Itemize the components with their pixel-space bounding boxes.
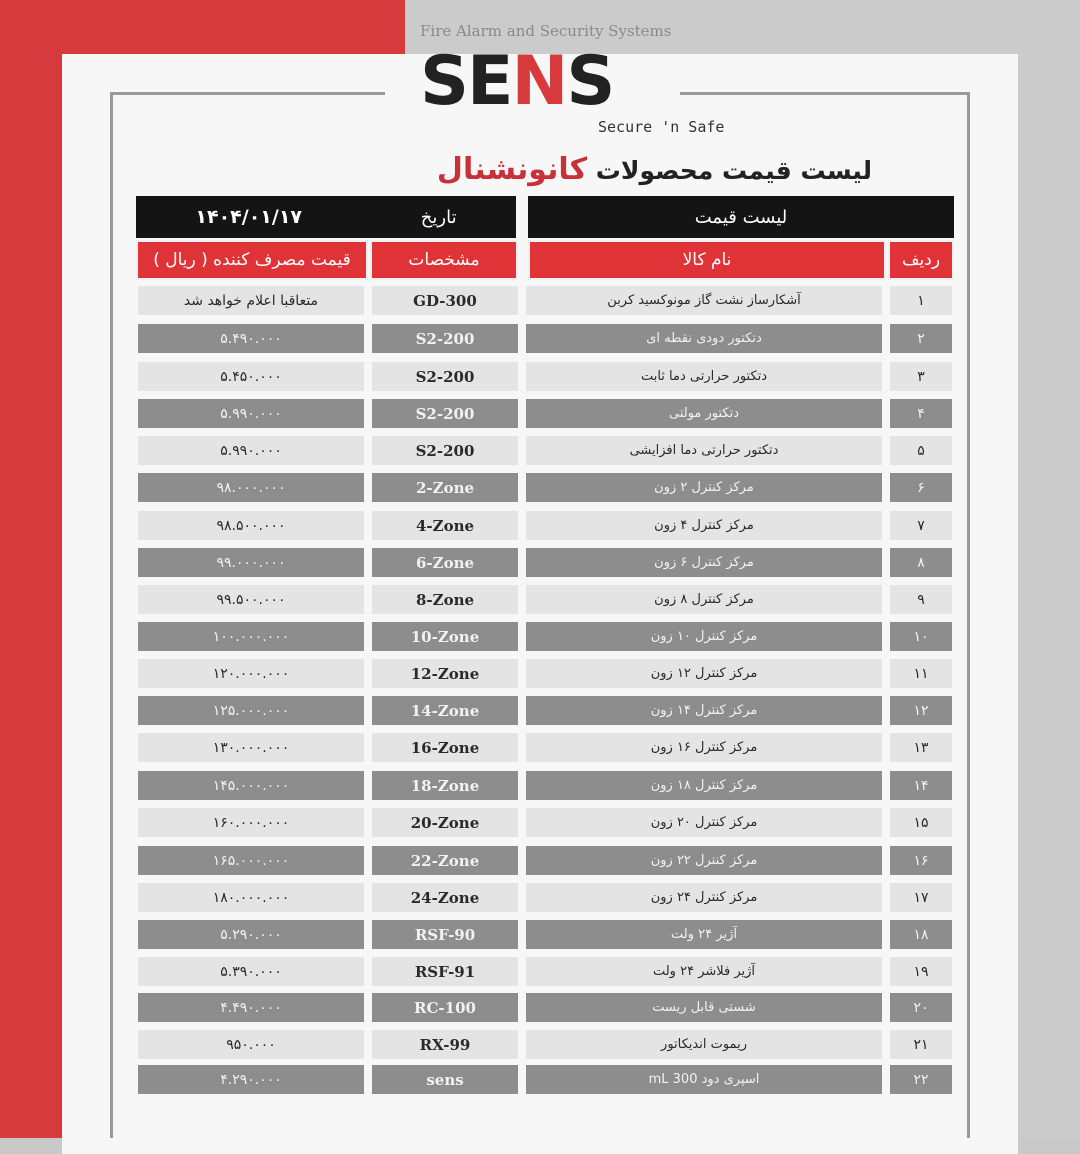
row-number-cell: ۲ (890, 324, 952, 353)
product-name-cell: مرکز کنترل ۱۰ زون (526, 622, 882, 651)
column-header-price: قیمت مصرف کننده ( ریال ) (136, 240, 368, 280)
price-cell: ۹۹.۵۰۰.۰۰۰ (138, 585, 364, 614)
price-cell: ۵.۳۹۰.۰۰۰ (138, 957, 364, 986)
logo-part: SE (420, 42, 512, 121)
spec-cell: 24-Zone (372, 883, 518, 912)
frame-line (967, 92, 970, 1138)
product-name-cell: مرکز کنترل ۱۸ زون (526, 771, 882, 800)
price-cell: ۹۸.۵۰۰.۰۰۰ (138, 511, 364, 540)
product-name-cell: مرکز کنترل ۸ زون (526, 585, 882, 614)
row-number-cell: ۱۷ (890, 883, 952, 912)
title-emphasis: کانونشنال (436, 152, 588, 187)
frame-line (110, 92, 385, 95)
price-cell: ۱۳۰.۰۰۰.۰۰۰ (138, 733, 364, 762)
row-number-cell: ۱۰ (890, 622, 952, 651)
product-name-cell: مرکز کنترل ۱۶ زون (526, 733, 882, 762)
product-name-cell: شستی قابل ریست (526, 993, 882, 1022)
spec-cell: 2-Zone (372, 473, 518, 502)
document-title (437, 152, 872, 187)
price-cell: ۴.۲۹۰.۰۰۰ (138, 1065, 364, 1094)
price-cell: ۵.۲۹۰.۰۰۰ (138, 920, 364, 949)
row-number-cell: ۲۲ (890, 1065, 952, 1094)
price-list-bar (528, 196, 954, 238)
spec-cell: GD-300 (372, 286, 518, 315)
spec-cell: 4-Zone (372, 511, 518, 540)
brand-logo (420, 42, 614, 121)
spec-cell: RX-99 (372, 1030, 518, 1059)
title-prefix: لیست قیمت محصولات (587, 156, 872, 185)
price-cell: ۱۶۰.۰۰۰.۰۰۰ (138, 808, 364, 837)
price-cell: ۹۸.۰۰۰.۰۰۰ (138, 473, 364, 502)
row-number-cell: ۷ (890, 511, 952, 540)
row-number-cell: ۲۰ (890, 993, 952, 1022)
product-name-cell: دتکتور مولتی (526, 399, 882, 428)
product-name-cell: ریموت اندیکاتور (526, 1030, 882, 1059)
row-number-cell: ۱۴ (890, 771, 952, 800)
frame-line (110, 92, 113, 1138)
price-cell: ۱۶۵.۰۰۰.۰۰۰ (138, 846, 364, 875)
product-name-cell: مرکز کنترل ۶ زون (526, 548, 882, 577)
price-cell: ۵.۴۵۰.۰۰۰ (138, 362, 364, 391)
row-number-cell: ۸ (890, 548, 952, 577)
column-header-name: نام کالا (528, 240, 886, 280)
spec-cell: 6-Zone (372, 548, 518, 577)
row-number-cell: ۲۱ (890, 1030, 952, 1059)
price-cell: ۵.۴۹۰.۰۰۰ (138, 324, 364, 353)
spec-cell: RSF-90 (372, 920, 518, 949)
spec-cell: sens (372, 1065, 518, 1094)
product-name-cell: آژیر ۲۴ ولت (526, 920, 882, 949)
spec-cell: 14-Zone (372, 696, 518, 725)
spec-cell: S2-200 (372, 324, 518, 353)
price-cell: ۱۰۰.۰۰۰.۰۰۰ (138, 622, 364, 651)
row-number-cell: ۱ (890, 286, 952, 315)
spec-cell: RC-100 (372, 993, 518, 1022)
spec-cell: S2-200 (372, 362, 518, 391)
spec-cell: RSF-91 (372, 957, 518, 986)
spec-cell: 16-Zone (372, 733, 518, 762)
spec-cell: 8-Zone (372, 585, 518, 614)
spec-cell: 22-Zone (372, 846, 518, 875)
date-label: تاریخ (420, 206, 457, 228)
product-name-cell: دتکتور حرارتی دما ثابت (526, 362, 882, 391)
row-number-cell: ۱۲ (890, 696, 952, 725)
row-number-cell: ۴ (890, 399, 952, 428)
date-value: ۱۴۰۴/۰۱/۱۷ (195, 206, 303, 228)
product-name-cell: دتکتور حرارتی دما افزایشی (526, 436, 882, 465)
row-number-cell: ۱۱ (890, 659, 952, 688)
product-name-cell: آژیر فلاشر ۲۴ ولت (526, 957, 882, 986)
price-cell: ۱۴۵.۰۰۰.۰۰۰ (138, 771, 364, 800)
column-header-spec: مشخصات (370, 240, 518, 280)
product-name-cell: مرکز کنترل ۲۴ زون (526, 883, 882, 912)
row-number-cell: ۱۶ (890, 846, 952, 875)
price-cell: متعاقبا اعلام خواهد شد (138, 286, 364, 315)
row-number-cell: ۱۳ (890, 733, 952, 762)
row-number-cell: ۳ (890, 362, 952, 391)
logo-part: S (566, 42, 614, 121)
product-name-cell: مرکز کنترل ۲۲ زون (526, 846, 882, 875)
row-number-cell: ۶ (890, 473, 952, 502)
price-cell: ۹۵۰.۰۰۰ (138, 1030, 364, 1059)
price-cell: ۵.۹۹۰.۰۰۰ (138, 436, 364, 465)
product-name-cell: مرکز کنترل ۱۲ زون (526, 659, 882, 688)
column-header-row-number: ردیف (888, 240, 954, 280)
row-number-cell: ۱۸ (890, 920, 952, 949)
logo-subtitle: Secure 'n Safe (598, 118, 725, 136)
price-cell: ۱۲۰.۰۰۰.۰۰۰ (138, 659, 364, 688)
spec-cell: 10-Zone (372, 622, 518, 651)
spec-cell: S2-200 (372, 436, 518, 465)
date-bar (136, 196, 516, 238)
row-number-cell: ۵ (890, 436, 952, 465)
spec-cell: 18-Zone (372, 771, 518, 800)
logo-part: N (511, 42, 567, 121)
frame-line (680, 92, 970, 95)
product-name-cell: مرکز کنترل ۱۴ زون (526, 696, 882, 725)
row-number-cell: ۱۵ (890, 808, 952, 837)
row-number-cell: ۱۹ (890, 957, 952, 986)
product-name-cell: مرکز کنترل ۴ زون (526, 511, 882, 540)
spec-cell: S2-200 (372, 399, 518, 428)
product-name-cell: آشکارساز نشت گاز مونوکسید کربن (526, 286, 882, 315)
spec-cell: 12-Zone (372, 659, 518, 688)
price-cell: ۱۲۵.۰۰۰.۰۰۰ (138, 696, 364, 725)
product-name-cell: دتکتور دودی نقطه ای (526, 324, 882, 353)
row-number-cell: ۹ (890, 585, 952, 614)
product-name-cell: مرکز کنترل ۲ زون (526, 473, 882, 502)
price-cell: ۵.۹۹۰.۰۰۰ (138, 399, 364, 428)
spec-cell: 20-Zone (372, 808, 518, 837)
product-name-cell: اسپری دود 300 mL (526, 1065, 882, 1094)
tagline: Fire Alarm and Security Systems (420, 22, 672, 40)
product-name-cell: مرکز کنترل ۲۰ زون (526, 808, 882, 837)
price-cell: ۱۸۰.۰۰۰.۰۰۰ (138, 883, 364, 912)
price-list-label: لیست قیمت (694, 206, 788, 228)
price-cell: ۹۹.۰۰۰.۰۰۰ (138, 548, 364, 577)
price-cell: ۴.۴۹۰.۰۰۰ (138, 993, 364, 1022)
